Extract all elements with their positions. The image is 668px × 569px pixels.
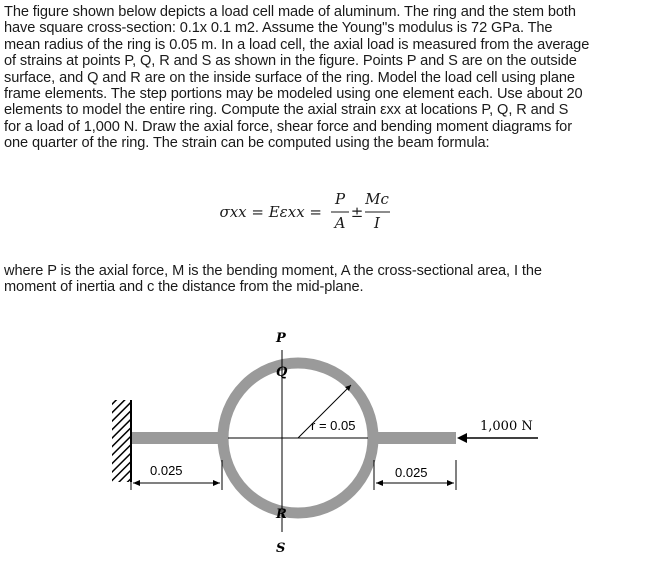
fixed-wall-hatch: [112, 400, 130, 482]
formula-plus-minus: ±: [350, 203, 364, 221]
formula-frac1-numerator: P: [334, 190, 346, 208]
problem-line: elements to model the entire ring. Compute the axial strain εxx at locations P, Q, R and S: [4, 102, 569, 119]
problem-line: surface, and Q and R are on the inside surface of the ring. Model the load cell using plane: [4, 69, 575, 86]
problem-line: one quarter of the ring. The strain can be computed using the beam formula:: [4, 135, 490, 152]
left-dimension-arrow: [213, 480, 220, 486]
right-stem: [374, 432, 456, 444]
problem-line: The figure shown below depicts a load cell made of aluminum. The ring and the stem both: [4, 4, 576, 20]
load-label: 1,000 N: [480, 419, 533, 434]
right-dimension-arrow: [447, 480, 454, 486]
left-stem-length: 0.025: [150, 463, 183, 478]
formula-lhs: σxx = Eεxx =: [219, 203, 322, 221]
right-dimension-arrow: [376, 480, 383, 486]
radius-label: r = 0.05: [311, 418, 356, 433]
point-label-s: S: [276, 541, 286, 556]
explanation-line: where P is the axial force, M is the bending moment, A the cross-sectional area, I the: [4, 263, 542, 279]
formula-frac2-numerator: Mc: [365, 190, 389, 208]
problem-line: mean radius of the ring is 0.05 m. In a load cell, the axial load is measured from the average: [4, 36, 590, 53]
problem-line: for a load of 1,000 N. Draw the axial force, shear force and bending moment diagrams for: [4, 118, 572, 135]
left-stem: [132, 432, 222, 444]
point-label-p: P: [276, 331, 286, 346]
problem-line: frame elements. The step portions may be modeled using one element each. Use about 20: [4, 86, 583, 103]
formula-frac2-denominator: I: [374, 214, 380, 232]
formula-frac1-denominator: A: [334, 214, 346, 232]
load-cell-figure: [0, 320, 668, 569]
problem-line: of strains at points P, Q, R and S as shown in the figure. Points P and S are on the outside: [4, 53, 577, 70]
right-stem-length: 0.025: [395, 465, 428, 480]
left-dimension-arrow: [133, 480, 140, 486]
problem-statement: [4, 4, 664, 152]
load-arrowhead: [457, 433, 467, 443]
point-label-q: Q: [276, 365, 288, 380]
beam-formula: [0, 189, 668, 233]
problem-line: have square cross-section: 0.1x 0.1 m2. Assume the Young"s modulus is 72 GPa. The: [4, 20, 553, 37]
point-label-r: R: [276, 507, 287, 522]
formula-explanation: [4, 263, 664, 296]
explanation-line: moment of inertia and c the distance from the mid-plane.: [4, 279, 364, 296]
